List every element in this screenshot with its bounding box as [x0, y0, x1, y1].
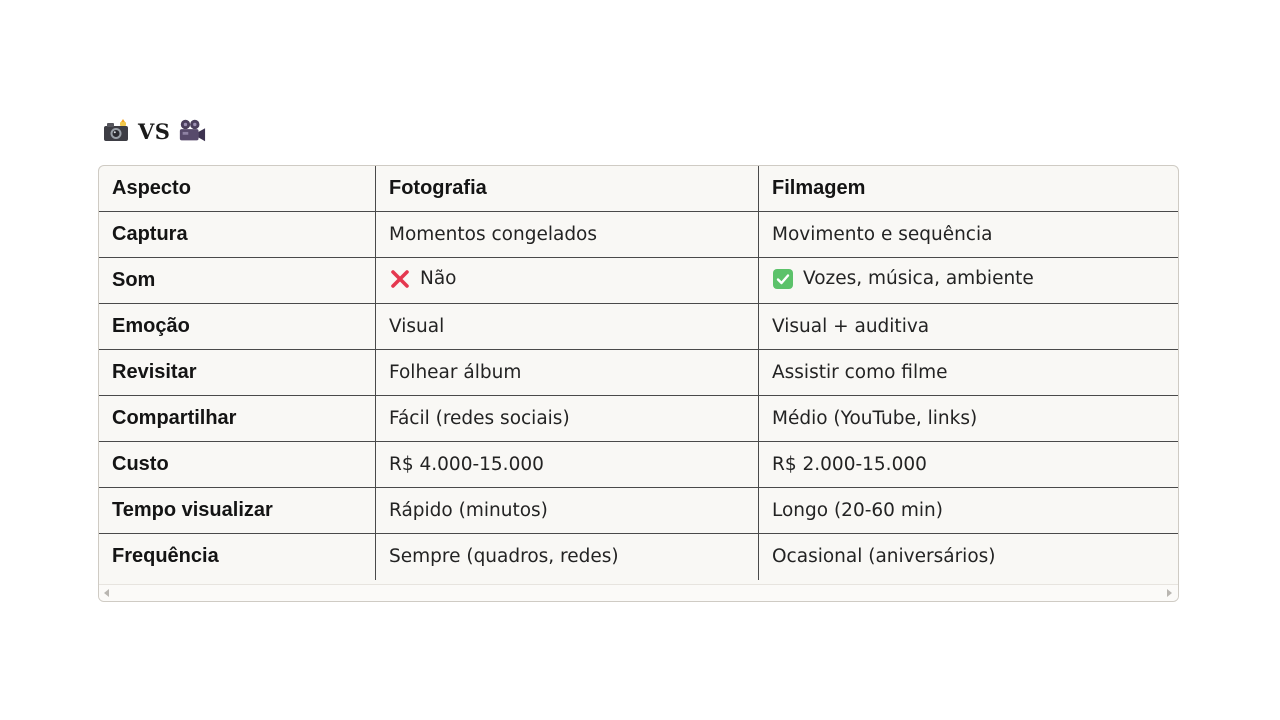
photo-cell: Visual	[376, 304, 759, 350]
photo-cell: Rápido (minutos)	[376, 488, 759, 534]
table-row	[99, 396, 1180, 442]
photo-cell: Fácil (redes sociais)	[376, 396, 759, 442]
photo-cell	[376, 258, 759, 304]
row-label: Custo	[99, 442, 376, 488]
table-row	[99, 534, 1180, 580]
row-label: Captura	[99, 212, 376, 258]
photo-cell-text: Não	[420, 268, 457, 289]
horizontal-scrollbar[interactable]	[99, 584, 1178, 601]
heading-vs-text: VS	[138, 118, 171, 144]
table-header-row	[99, 166, 1180, 212]
table-row	[99, 488, 1180, 534]
photo-cell: R$ 4.000-15.000	[376, 442, 759, 488]
row-label: Compartilhar	[99, 396, 376, 442]
scroll-right-arrow-icon[interactable]	[1167, 589, 1172, 597]
column-header-aspect: Aspecto	[99, 166, 376, 212]
row-label: Frequência	[99, 534, 376, 580]
comparison-table	[98, 165, 1179, 580]
camera-with-flash-icon	[102, 117, 130, 145]
film-cell	[759, 258, 1180, 304]
scroll-left-arrow-icon[interactable]	[104, 589, 109, 597]
photo-cell: Folhear álbum	[376, 350, 759, 396]
photo-cell: Sempre (quadros, redes)	[376, 534, 759, 580]
comparison-heading	[102, 114, 206, 148]
table-row	[99, 350, 1180, 396]
film-cell: Movimento e sequência	[759, 212, 1180, 258]
film-cell: Longo (20-60 min)	[759, 488, 1180, 534]
table-row	[99, 304, 1180, 350]
row-label: Som	[99, 258, 376, 304]
comparison-table-container[interactable]	[98, 165, 1179, 602]
cross-mark-icon	[389, 268, 411, 290]
table-row	[99, 258, 1180, 304]
column-header-photography: Fotografia	[376, 166, 759, 212]
film-cell: Médio (YouTube, links)	[759, 396, 1180, 442]
film-cell: Visual + auditiva	[759, 304, 1180, 350]
check-mark-icon	[772, 268, 794, 290]
row-label: Revisitar	[99, 350, 376, 396]
film-cell: Ocasional (aniversários)	[759, 534, 1180, 580]
film-cell: R$ 2.000-15.000	[759, 442, 1180, 488]
table-row	[99, 212, 1180, 258]
row-label: Emoção	[99, 304, 376, 350]
film-cell-text: Vozes, música, ambiente	[803, 268, 1034, 289]
table-row	[99, 442, 1180, 488]
film-cell: Assistir como filme	[759, 350, 1180, 396]
photo-cell: Momentos congelados	[376, 212, 759, 258]
row-label: Tempo visualizar	[99, 488, 376, 534]
column-header-filming: Filmagem	[759, 166, 1180, 212]
movie-camera-icon	[178, 117, 206, 145]
